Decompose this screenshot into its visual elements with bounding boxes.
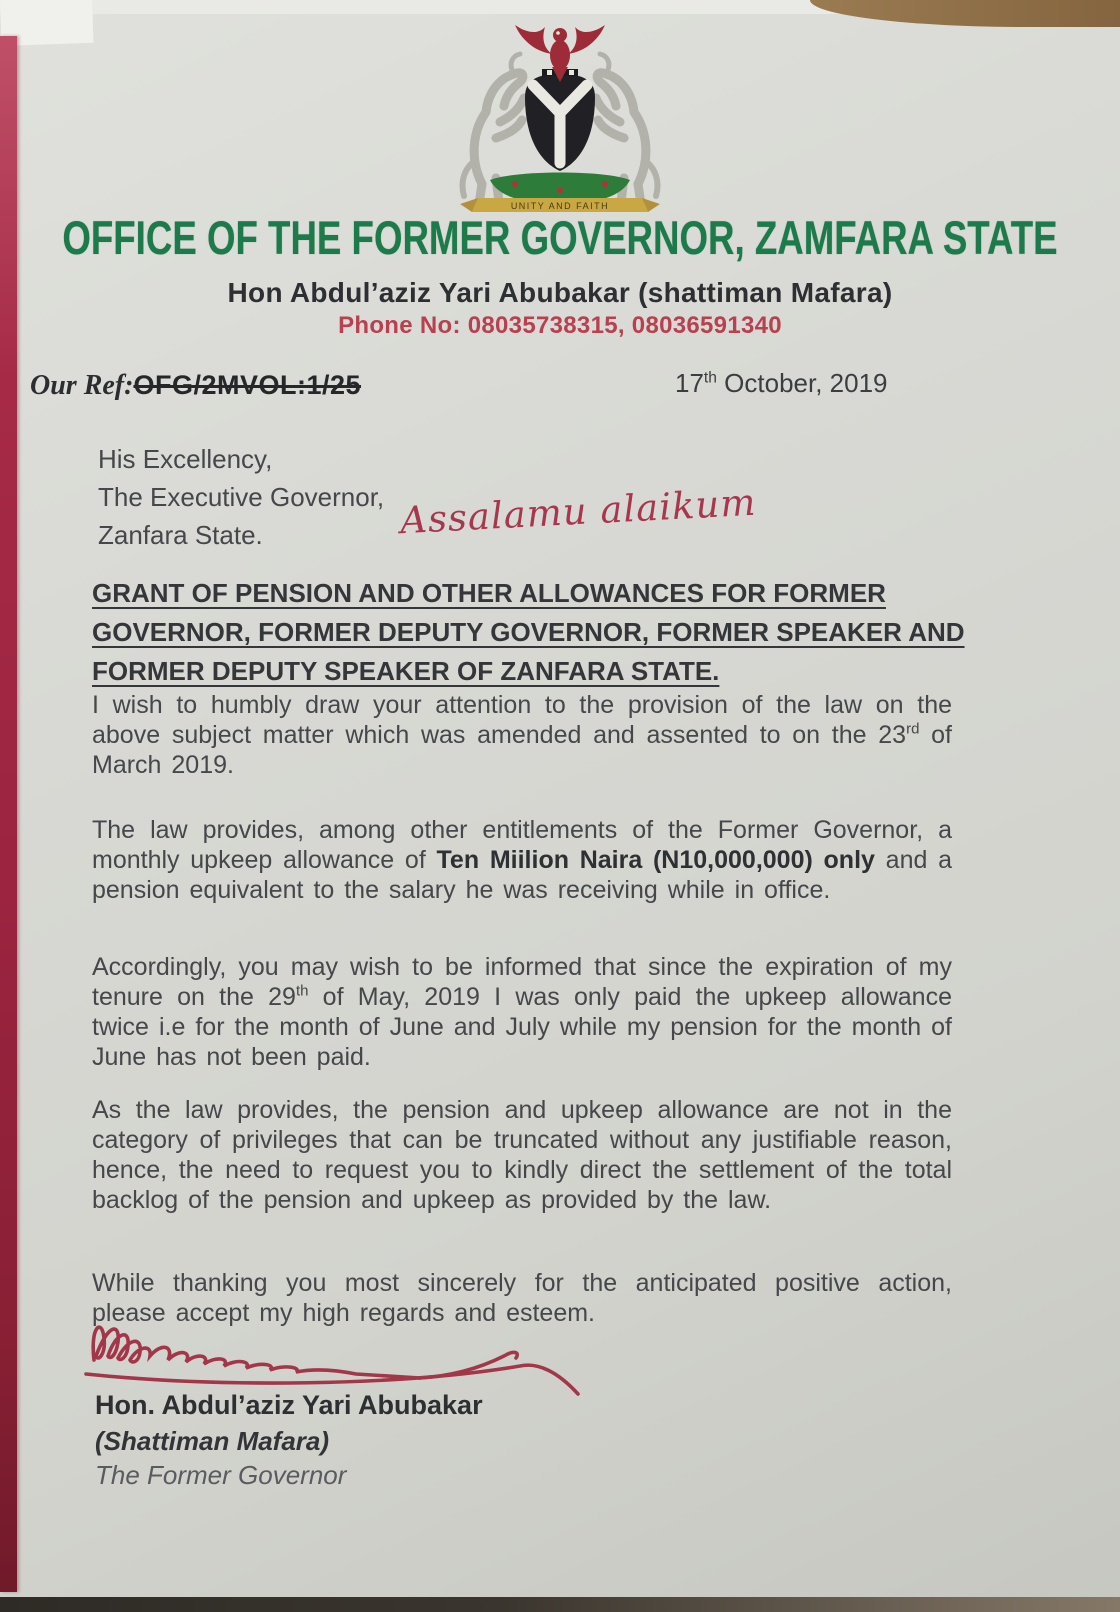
nigeria-coat-of-arms — [0, 12, 1120, 214]
ref-number-struck: OFG/2MVOL:1/25 — [133, 370, 362, 400]
bold-amount: Ten Miilion Naira (N10,000,000) only — [436, 846, 875, 874]
crest-eagle — [515, 25, 605, 82]
recipient-line: The Executive Governor, — [98, 482, 385, 512]
letter-date: 17th October, 2019 — [675, 368, 888, 398]
body-paragraph-4: As the law provides, the pension and upkeep allowance are not in the category of privileges that can be truncated without any justifiable reason, hence, the need to request you to kindly direct the settlement of the total backlog of the pension and upkeep as provided by the law. — [92, 1096, 952, 1214]
crest-motto: UNITY AND FAITH — [510, 201, 610, 211]
signatory-role: The Former Governor — [95, 1460, 347, 1490]
body-paragraph-5: While thanking you most sincerely for the anticipated positive action, please accept my high regards and esteem. — [92, 1269, 952, 1327]
table-background-bottom — [0, 1597, 1120, 1612]
subject-heading — [92, 574, 965, 691]
body-paragraph-3: Accordingly, you may wish to be informed that since the expiration of my tenure on the 29th of May, 2019 I was only paid the upkeep allowance twice i.e for the month of June and July while my pension for the month of June has not been paid. — [92, 953, 952, 1071]
reference-row — [30, 370, 361, 402]
office-title: OFFICE OF THE FORMER GOVERNOR, ZAMFARA STATE — [62, 211, 1058, 264]
subject-line: FORMER DEPUTY SPEAKER OF ZANFARA STATE. — [92, 656, 720, 686]
recipient-address — [98, 440, 384, 554]
subject-line: GRANT OF PENSION AND OTHER ALLOWANCES FOR FORMER — [92, 578, 886, 608]
body-paragraph-2: The law provides, among other entitlements of the Former Governor, a monthly upkeep allowance of Ten Miilion Naira (N10,000,000) only and a pension equivalent to the salary he was receiving while in office. — [92, 816, 953, 904]
signatory-name: Hon. Abdul’aziz Yari Abubakar — [95, 1390, 483, 1420]
coat-of-arms-graphic — [420, 12, 700, 214]
book-spine-edge — [0, 36, 17, 1592]
recipient-line: Zanfara State. — [98, 520, 263, 550]
officer-name: Hon Abdul’aziz Yari Abubakar (shattiman Mafara) — [227, 277, 893, 308]
signatory-title: (Shattiman Mafara) — [95, 1426, 330, 1456]
ref-label: Our Ref: — [30, 370, 134, 401]
subject-line: GOVERNOR, FORMER DEPUTY GOVERNOR, FORMER SPEAKER AND — [92, 617, 965, 647]
phone-line: Phone No: 08035738315, 08036591340 — [338, 312, 782, 339]
recipient-line: His Excellency, — [98, 444, 273, 474]
handwritten-greeting: Assalamu alaikum — [399, 480, 758, 543]
body-paragraph-1: I wish to humbly draw your attention to the provision of the law on the above subject matter which was amended and assented to on the 23rd of March 2019. — [92, 691, 952, 779]
